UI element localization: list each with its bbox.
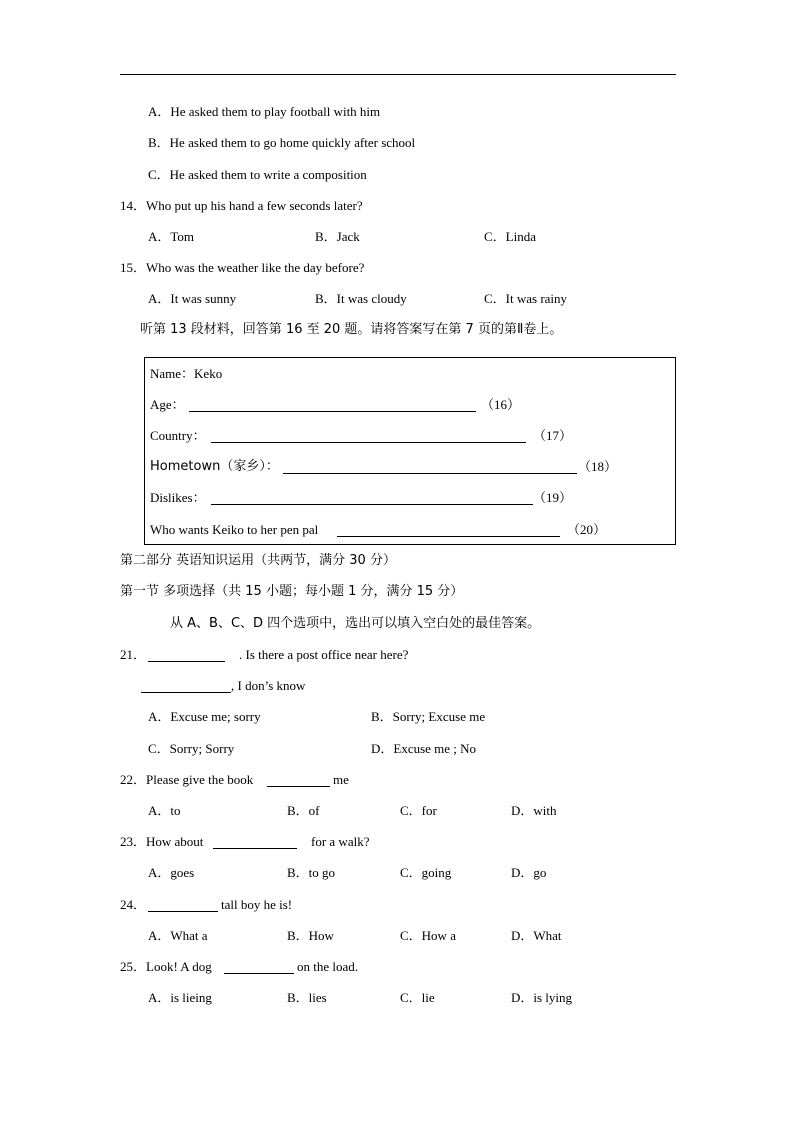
- form-name: Name：Keko: [150, 366, 223, 381]
- form-age-number: （16）: [481, 397, 521, 412]
- part2-title: 第二部分 英语知识运用（共两节，满分 30 分）: [120, 553, 396, 568]
- q22-stem-end: me: [333, 772, 349, 787]
- q25-stem-end: on the load.: [297, 959, 359, 974]
- form-hometown-number: （18）: [578, 459, 618, 474]
- q15-option-b: B．It was cloudy: [315, 291, 407, 306]
- q14-stem: 14．Who put up his hand a few seconds later?: [120, 198, 363, 213]
- q23-stem-end: for a walk?: [311, 834, 370, 849]
- q13-option-c: C．He asked them to write a composition: [148, 167, 367, 182]
- q21-reply: , I don’s know: [231, 678, 306, 693]
- q14-option-b: B．Jack: [315, 229, 360, 244]
- q24-number: 24．: [120, 897, 147, 912]
- listening-instruction: 听第 13 段材料，回答第 16 至 20 题。请将答案写在第 7 页的第Ⅱ卷上。: [140, 322, 563, 337]
- q22-option-b: B．of: [287, 803, 320, 818]
- q24-option-b: B．How: [287, 928, 334, 943]
- q21-option-a: A．Excuse me; sorry: [148, 709, 261, 724]
- q15-option-c: C．It was rainy: [484, 291, 568, 306]
- form-age-label: Age：: [150, 397, 185, 412]
- q23-option-a: A．goes: [148, 865, 195, 880]
- q25-option-a: A．is lieing: [148, 990, 212, 1005]
- q23-option-d: D．go: [511, 865, 547, 880]
- q23-stem-start: 23．How about: [120, 834, 204, 849]
- form-dislikes-blank[interactable]: [211, 504, 533, 505]
- q22-blank[interactable]: [267, 786, 330, 787]
- q21-stem: . Is there a post office near here?: [239, 647, 409, 662]
- form-hometown-blank[interactable]: [283, 473, 577, 474]
- q22-option-d: D．with: [511, 803, 557, 818]
- q24-option-c: C．How a: [400, 928, 456, 943]
- q24-option-a: A．What a: [148, 928, 208, 943]
- q23-blank[interactable]: [213, 848, 297, 849]
- q22-option-c: C．for: [400, 803, 437, 818]
- q24-option-d: D．What: [511, 928, 562, 943]
- q21-number: 21．: [120, 647, 147, 662]
- form-wants-label: Who wants Keiko to her pen pal: [150, 522, 319, 537]
- q22-stem-start: 22．Please give the book: [120, 772, 254, 787]
- q14-option-c: C．Linda: [484, 229, 536, 244]
- form-wants-number: （20）: [567, 522, 607, 537]
- q15-stem: 15．Who was the weather like the day before?: [120, 260, 365, 275]
- q13-option-b: B．He asked them to go home quickly after school: [148, 135, 416, 150]
- form-dislikes-number: （19）: [533, 490, 573, 505]
- q25-stem-start: 25．Look! A dog: [120, 959, 212, 974]
- form-age-blank[interactable]: [189, 411, 476, 412]
- answer-form-box: [144, 357, 676, 545]
- q24-blank[interactable]: [148, 911, 218, 912]
- q13-option-a: A．He asked them to play football with him: [148, 104, 381, 119]
- q21-option-d: D．Excuse me ; No: [371, 741, 477, 756]
- q21-blank-2[interactable]: [141, 692, 231, 693]
- q25-option-c: C．lie: [400, 990, 435, 1005]
- q21-option-c: C．Sorry; Sorry: [148, 741, 235, 756]
- q22-option-a: A．to: [148, 803, 181, 818]
- q23-option-c: C．going: [400, 865, 452, 880]
- q14-option-a: A．Tom: [148, 229, 195, 244]
- form-country-blank[interactable]: [211, 442, 526, 443]
- q25-option-d: D．is lying: [511, 990, 573, 1005]
- section1-instruction: 从 A、B、C、D 四个选项中，选出可以填入空白处的最佳答案。: [170, 616, 541, 631]
- q21-blank-1[interactable]: [148, 661, 225, 662]
- form-country-number: （17）: [533, 428, 573, 443]
- q21-option-b: B．Sorry; Excuse me: [371, 709, 486, 724]
- section1-title: 第一节 多项选择（共 15 小题；每小题 1 分，满分 15 分）: [120, 584, 464, 599]
- form-hometown-label: Hometown（家乡）：: [150, 459, 279, 474]
- q23-option-b: B．to go: [287, 865, 336, 880]
- q15-option-a: A．It was sunny: [148, 291, 237, 306]
- q25-option-b: B．lies: [287, 990, 327, 1005]
- form-country-label: Country：: [150, 428, 206, 443]
- form-wants-blank[interactable]: [337, 536, 560, 537]
- q25-blank[interactable]: [224, 973, 294, 974]
- header-rule: [120, 74, 676, 75]
- form-dislikes-label: Dislikes：: [150, 490, 206, 505]
- q24-stem-end: tall boy he is!: [221, 897, 293, 912]
